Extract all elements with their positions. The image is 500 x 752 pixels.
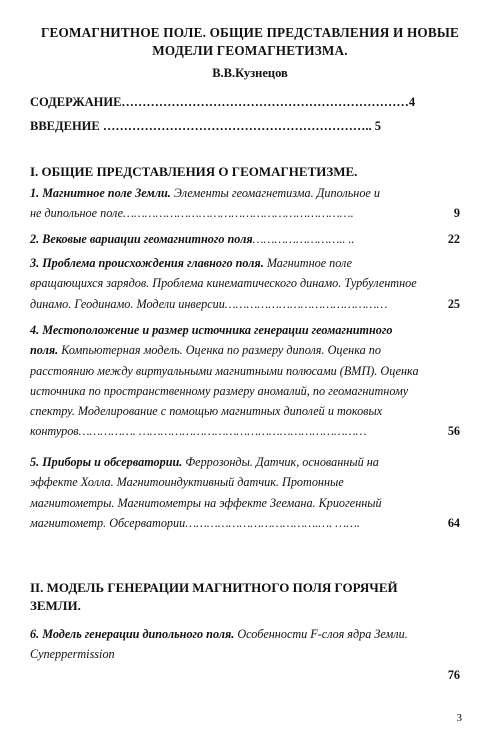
entry-2-head: 2. Вековые вариации геомагнитного поля [30,232,253,246]
section-2-title-line-2: ЗЕМЛИ. [30,598,81,613]
entry-6-line-2: Суперpermission [30,647,115,662]
toc-entry-6 [30,624,460,682]
entry-4-line-2b: Компьютерная модель. Оценка по размеру диполя. Оценка по [58,343,381,358]
entry-2-page: 22 [447,232,460,246]
entry-4-page: 56 [447,424,460,439]
document-title [24,24,476,60]
entry-1-head: 1. Магнитное поле Земли. [30,186,171,200]
entry-5-line-2: эффекте Холла. Магнитоиндуктивный датчик. Протонные [30,475,344,490]
entry-4-line-2a: поля. [30,343,59,358]
entry-3-line-1: Магнитное поле [263,256,353,270]
author: В.В.Кузнецов [212,66,288,80]
toc-entry-2 [30,229,460,249]
entry-4-line-3: расстоянию между виртуальными магнитными полюсами (ВМП). Оценка [30,363,419,378]
entry-5-head: 5. Приборы и обсерватории. [30,455,183,469]
entry-5-line-1: Феррозонды. Датчик, основанный на [182,455,379,469]
toc-entry-3 [30,253,460,314]
section-1-title: I. ОБЩИЕ ПРЕДСТАВЛЕНИЯ О ГЕОМАГНЕТИЗМЕ. [30,164,358,179]
entry-1-line-1: Элементы геомагнетизма. Дипольное и [170,186,380,200]
toc-entry-1 [30,183,460,224]
entry-2-leader: …………………….. .. [252,232,355,246]
entry-1-line-2: не дипольное поле………………………………………………………. [30,206,354,221]
entry-4-line-5: спектру. Моделирование с помощью магнитных диполей и токовых [30,404,383,419]
entry-3-head: 3. Проблема происхождения главного поля. [30,256,264,270]
entry-5-line-3: магнитометры. Магнитометры на эффекте Зеемана. Криогенный [30,495,382,510]
entry-4-line-6: контуров……………. ……………………………………………………… [30,424,367,439]
toc-entry-4 [30,320,460,442]
entry-6-line-1: Особенности F-слоя ядра Земли. [234,627,408,641]
entry-4-head: 4. Местоположение и размер источника генерации геомагнитного [30,323,393,337]
entry-5-line-4: магнитометр. Обсерватории……………………………….…. ……. [30,515,360,530]
entry-1-page: 9 [453,206,460,221]
entry-6-head: 6. Модель генерации дипольного поля. [30,627,235,641]
toc-entry-5 [30,452,460,533]
entry-6-page: 76 [447,667,460,682]
section-2-title-line-1: II. МОДЕЛЬ ГЕНЕРАЦИИ МАГНИТНОГО ПОЛЯ ГОРЯЧЕЙ [30,580,398,595]
entry-4-line-4: источника по пространственному размеру аномалий, по геомагнитному [30,383,409,398]
page-number: 3 [456,712,462,724]
entry-3-page: 25 [447,296,460,311]
toc-introduction: ВВЕДЕНИЕ ……………………………………………………….. 5 [30,119,381,133]
title-line-1: ГЕОМАГНИТНОЕ ПОЛЕ. ОБЩИЕ ПРЕДСТАВЛЕНИЯ И НОВЫЕ [40,25,460,40]
section-2-title [30,579,460,615]
entry-3-line-3: динамо. Геодинамо. Модели инверсии……………………………………… [30,296,388,311]
toc-contents: СОДЕРЖАНИЕ……………………………………………………………4 [30,95,416,109]
entry-5-page: 64 [447,515,460,530]
entry-3-line-2: вращающихся зарядов. Проблема кинематического динамо. Турбулентное [30,276,417,291]
title-line-2: МОДЕЛИ ГЕОМАГНЕТИЗМА. [152,43,348,58]
